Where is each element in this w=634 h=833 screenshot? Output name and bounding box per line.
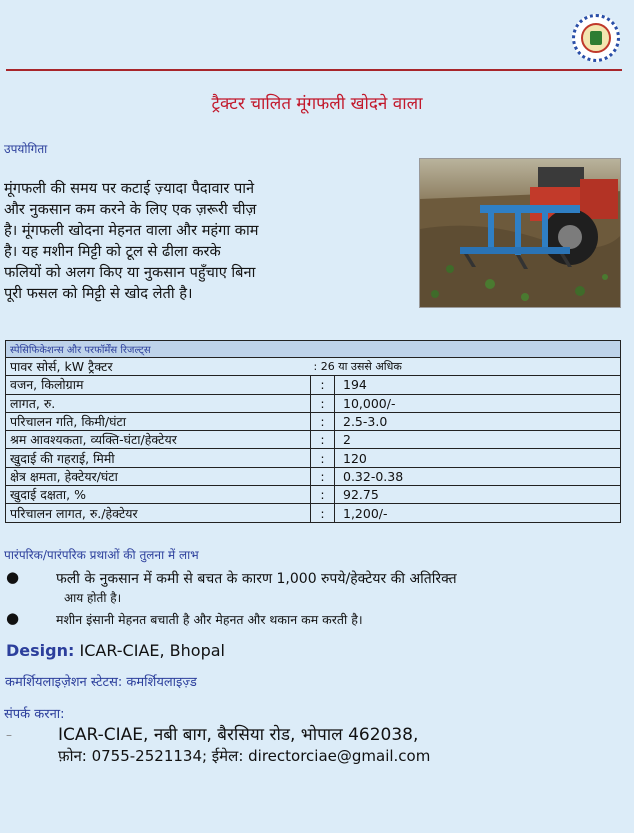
spec-label: श्रम आवश्यकता, व्यक्ति-घंटा/हेक्टेयर: [6, 431, 311, 449]
list-item: [6, 609, 616, 631]
tractor-digger-photo: [419, 158, 621, 308]
icar-logo-icon: [572, 14, 620, 62]
spec-value: 10,000/-: [335, 394, 621, 412]
table-row: [6, 467, 621, 485]
spec-label: पावर सोर्स, kW ट्रैक्टर: [6, 358, 311, 376]
benefit-text: फली के नुकसान में कमी से बचत के कारण 1,000 रुपये/हेक्टेयर की अतिरिक्त: [56, 571, 457, 587]
commercialization-status: कमर्शियलाइज़ेशन स्टेटस: कमर्शियलाइज़्ड: [5, 675, 197, 690]
usage-line: है। मूंगफली खोदना मेहनत वाला और महंगा काम: [4, 222, 259, 239]
logo-emblem: [581, 23, 611, 53]
usage-line: मूंगफली की समय पर कटाई ज़्यादा पैदावार पाने: [4, 180, 255, 197]
spec-table-header: [6, 341, 621, 358]
spec-label: परिचालन लागत, रु./हेक्टेयर: [6, 504, 311, 522]
spec-value: 2.5-3.0: [335, 412, 621, 430]
spec-heading: स्पेसिफिकेशन्स और परफॉर्मेंस रिजल्ट्स: [6, 341, 621, 358]
table-row: [6, 431, 621, 449]
table-row: [6, 358, 621, 376]
spec-label: खुदाई की गहराई, मिमी: [6, 449, 311, 467]
table-row: [6, 504, 621, 522]
spec-value: 2: [335, 431, 621, 449]
spec-label: वजन, किलोग्राम: [6, 376, 311, 394]
spec-colon: :: [311, 467, 335, 485]
spec-label: खुदाई दक्षता, %: [6, 486, 311, 504]
spec-label: परिचालन गति, किमी/घंटा: [6, 412, 311, 430]
usage-line: पूरी फसल को मिट्टी से खोद लेती है।: [4, 285, 193, 302]
bullet-dot-icon: ●: [6, 568, 20, 586]
bullet-dot-icon: ●: [6, 609, 20, 627]
spec-value: 92.75: [335, 486, 621, 504]
benefits-heading: पारंपरिक/पारंपरिक प्रथाओं की तुलना में लाभ: [4, 548, 199, 562]
contact-phone-email: फ़ोन: 0755-2521134; ईमेल: directorciae@gmail.com: [58, 747, 431, 765]
benefit-text-cont: आय होती है।: [64, 591, 122, 605]
list-item: [6, 568, 616, 607]
spec-value: : 26 या उससे अधिक: [311, 358, 621, 376]
table-row: [6, 394, 621, 412]
spec-value: 194: [335, 376, 621, 394]
page-title: ट्रैक्टर चालित मूंगफली खोदने वाला: [211, 94, 423, 114]
table-row: [6, 376, 621, 394]
usage-heading: उपयोगिता: [4, 142, 48, 156]
spec-colon: :: [311, 486, 335, 504]
benefits-list: [6, 568, 616, 631]
usage-line: फलियों को अलग किए या नुकसान पहुँचाए बिना: [4, 264, 256, 281]
spec-colon: :: [311, 504, 335, 522]
table-row: [6, 449, 621, 467]
design-label: Design:: [6, 641, 75, 660]
contact-heading: संपर्क करना:: [4, 707, 65, 722]
spec-value: 1,200/-: [335, 504, 621, 522]
contact-dash: –: [6, 728, 12, 742]
benefit-text: मशीन इंसानी मेहनत बचाती है और मेहनत और थकान कम करती है।: [56, 612, 363, 627]
spec-value: 0.32-0.38: [335, 467, 621, 485]
spec-label: क्षेत्र क्षमता, हेक्टेयर/घंटा: [6, 467, 311, 485]
logo-core: [590, 31, 602, 45]
spec-colon: :: [311, 431, 335, 449]
table-row: [6, 412, 621, 430]
design-value: ICAR-CIAE, Bhopal: [74, 641, 225, 660]
spec-value: 120: [335, 449, 621, 467]
usage-line: और नुकसान कम करने के लिए एक ज़रूरी चीज़: [4, 201, 257, 218]
design-credit: [6, 641, 225, 660]
spec-colon: :: [311, 394, 335, 412]
usage-line: है। यह मशीन मिट्टी को टूल से ढीला करके: [4, 243, 221, 260]
table-row: [6, 486, 621, 504]
usage-text: [4, 178, 414, 304]
contact-address: ICAR-CIAE, नबी बाग, बैरसिया रोड, भोपाल 462038,: [58, 725, 419, 745]
spec-label: लागत, रु.: [6, 394, 311, 412]
spec-colon: :: [311, 449, 335, 467]
specifications-table: [5, 340, 621, 523]
header-divider: [6, 69, 622, 71]
spec-colon: :: [311, 412, 335, 430]
spec-colon: :: [311, 376, 335, 394]
